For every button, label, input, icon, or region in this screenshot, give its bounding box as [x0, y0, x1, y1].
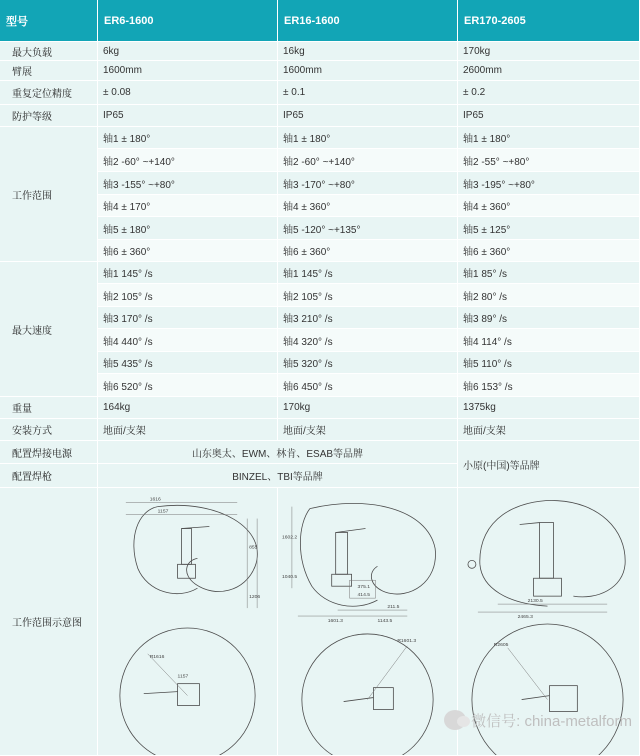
wechat-icon	[444, 710, 466, 730]
weight-er16: 170kg	[278, 397, 458, 419]
reach-er16: 1600mm	[278, 61, 458, 81]
max-speed-er16-axis4: 轴4 320° /s	[278, 329, 458, 352]
mounting-er170: 地面/支架	[458, 419, 640, 441]
er16-dim-d: 1143.5	[377, 618, 393, 624]
er16-dim-height: 1602.2	[281, 534, 298, 540]
header-model-er6: ER6-1600	[98, 0, 278, 42]
max-speed-label: 最大速度	[0, 262, 98, 397]
work-range-er6-axis1: 轴1 ± 180°	[98, 127, 278, 149]
config-er170-value: 小原(中国)等品牌	[458, 441, 640, 488]
er6-dim-radius: R1616	[149, 654, 165, 660]
work-range-er6-axis6: 轴6 ± 360°	[98, 240, 278, 262]
max-speed-er170-axis3: 轴3 89° /s	[458, 307, 640, 329]
payload-er6: 6kg	[98, 42, 278, 61]
max-speed-er6-axis3: 轴3 170° /s	[98, 307, 278, 329]
work-range-er170-axis6: 轴6 ± 360°	[458, 240, 640, 262]
er16-dim-a: 375.1	[357, 584, 370, 590]
er16-diagram-drawing	[278, 488, 457, 756]
weight-label: 重量	[0, 397, 98, 419]
max-speed-er16-axis1: 轴1 145° /s	[278, 262, 458, 284]
power-source-label: 配置焊接电源	[0, 441, 98, 464]
max-speed-er16-axis5: 轴5 320° /s	[278, 352, 458, 374]
max-speed-er170-axis1: 轴1 85° /s	[458, 262, 640, 284]
er16-dim-width: 1601.3	[327, 618, 343, 624]
work-range-er6-axis5: 轴5 ± 180°	[98, 217, 278, 240]
work-range-label: 工作范围	[0, 127, 98, 262]
work-range-er170-axis5: 轴5 ± 125°	[458, 217, 640, 240]
max-speed-er6-axis2: 轴2 105° /s	[98, 284, 278, 307]
er6-dim-height: 1206	[249, 594, 261, 600]
mounting-er16: 地面/支架	[278, 419, 458, 441]
repeatability-er16: ± 0.1	[278, 81, 458, 105]
er6-dim-width: 1157	[157, 509, 169, 515]
work-range-er16-axis4: 轴4 ± 360°	[278, 195, 458, 217]
work-range-er16-axis2: 轴2 -60° ~+140°	[278, 149, 458, 172]
payload-er170: 170kg	[458, 42, 640, 61]
er16-dim-lower: 1040.5	[281, 574, 298, 580]
header-model-er16: ER16-1600	[278, 0, 458, 42]
work-range-er170-axis1: 轴1 ± 180°	[458, 127, 640, 149]
header-model-er170: ER170-2605	[458, 0, 640, 42]
work-range-er16-axis3: 轴3 -170° ~+80°	[278, 172, 458, 195]
work-range-er170-axis3: 轴3 -195° ~+80°	[458, 172, 640, 195]
mounting-er6: 地面/支架	[98, 419, 278, 441]
work-range-er6-axis2: 轴2 -60° ~+140°	[98, 149, 278, 172]
max-speed-er16-axis3: 轴3 210° /s	[278, 307, 458, 329]
work-range-er170-axis4: 轴4 ± 360°	[458, 195, 640, 217]
repeatability-er6: ± 0.08	[98, 81, 278, 105]
er6-dim-top: 1616	[149, 497, 161, 503]
er170-dim-width: 2465.3	[517, 614, 533, 620]
max-speed-er16-axis2: 轴2 105° /s	[278, 284, 458, 307]
work-range-er6-axis4: 轴4 ± 170°	[98, 195, 278, 217]
work-range-er16-axis6: 轴6 ± 360°	[278, 240, 458, 262]
payload-er16: 16kg	[278, 42, 458, 61]
repeatability-er170: ± 0.2	[458, 81, 640, 105]
er16-dim-radius: R1601.3	[397, 638, 417, 644]
reach-er170: 2600mm	[458, 61, 640, 81]
er16-dim-b: 414.5	[357, 592, 370, 598]
torch-label: 配置焊枪	[0, 464, 98, 488]
protection-er6: IP65	[98, 105, 278, 127]
reach-er6: 1600mm	[98, 61, 278, 81]
protection-er170: IP65	[458, 105, 640, 127]
max-speed-er6-axis6: 轴6 520° /s	[98, 374, 278, 397]
payload-label: 最大负载	[0, 42, 98, 61]
diagram-label: 工作范围示意图	[0, 488, 98, 756]
max-speed-er170-axis4: 轴4 114° /s	[458, 329, 640, 352]
er16-dim-c: 211.5	[387, 604, 400, 610]
header-model-label: 型号	[0, 0, 98, 42]
er6-dim-base: 1157	[177, 674, 189, 680]
max-speed-er170-axis5: 轴5 110° /s	[458, 352, 640, 374]
max-speed-er16-axis6: 轴6 450° /s	[278, 374, 458, 397]
work-range-diagram-er6	[98, 488, 278, 756]
er170-dim-radius: R2605	[493, 642, 509, 648]
max-speed-er170-axis6: 轴6 153° /s	[458, 374, 640, 397]
max-speed-er6-axis4: 轴4 440° /s	[98, 329, 278, 352]
power-source-value: 山东奥太、EWM、林肯、ESAB等品牌	[98, 441, 458, 464]
mounting-label: 安装方式	[0, 419, 98, 441]
weight-er170: 1375kg	[458, 397, 640, 419]
max-speed-er6-axis5: 轴5 435° /s	[98, 352, 278, 374]
protection-er16: IP65	[278, 105, 458, 127]
torch-value: BINZEL、TBI等品牌	[98, 464, 458, 488]
reach-label: 臂展	[0, 61, 98, 81]
watermark-text: 微信号: china-metalform	[471, 712, 632, 730]
watermark	[444, 708, 632, 732]
work-range-er16-axis1: 轴1 ± 180°	[278, 127, 458, 149]
er6-dim-right: 855	[249, 544, 258, 550]
work-range-er170-axis2: 轴2 -55° ~+80°	[458, 149, 640, 172]
max-speed-er6-axis1: 轴1 145° /s	[98, 262, 278, 284]
protection-label: 防护等级	[0, 105, 98, 127]
work-range-er16-axis5: 轴5 -120° ~+135°	[278, 217, 458, 240]
work-range-diagram-er16	[278, 488, 458, 756]
er6-diagram-drawing	[98, 488, 277, 756]
max-speed-er170-axis2: 轴2 80° /s	[458, 284, 640, 307]
work-range-er6-axis3: 轴3 -155° ~+80°	[98, 172, 278, 195]
weight-er6: 164kg	[98, 397, 278, 419]
repeatability-label: 重复定位精度	[0, 81, 98, 105]
er170-dim-reach: 2130.5	[527, 598, 543, 604]
